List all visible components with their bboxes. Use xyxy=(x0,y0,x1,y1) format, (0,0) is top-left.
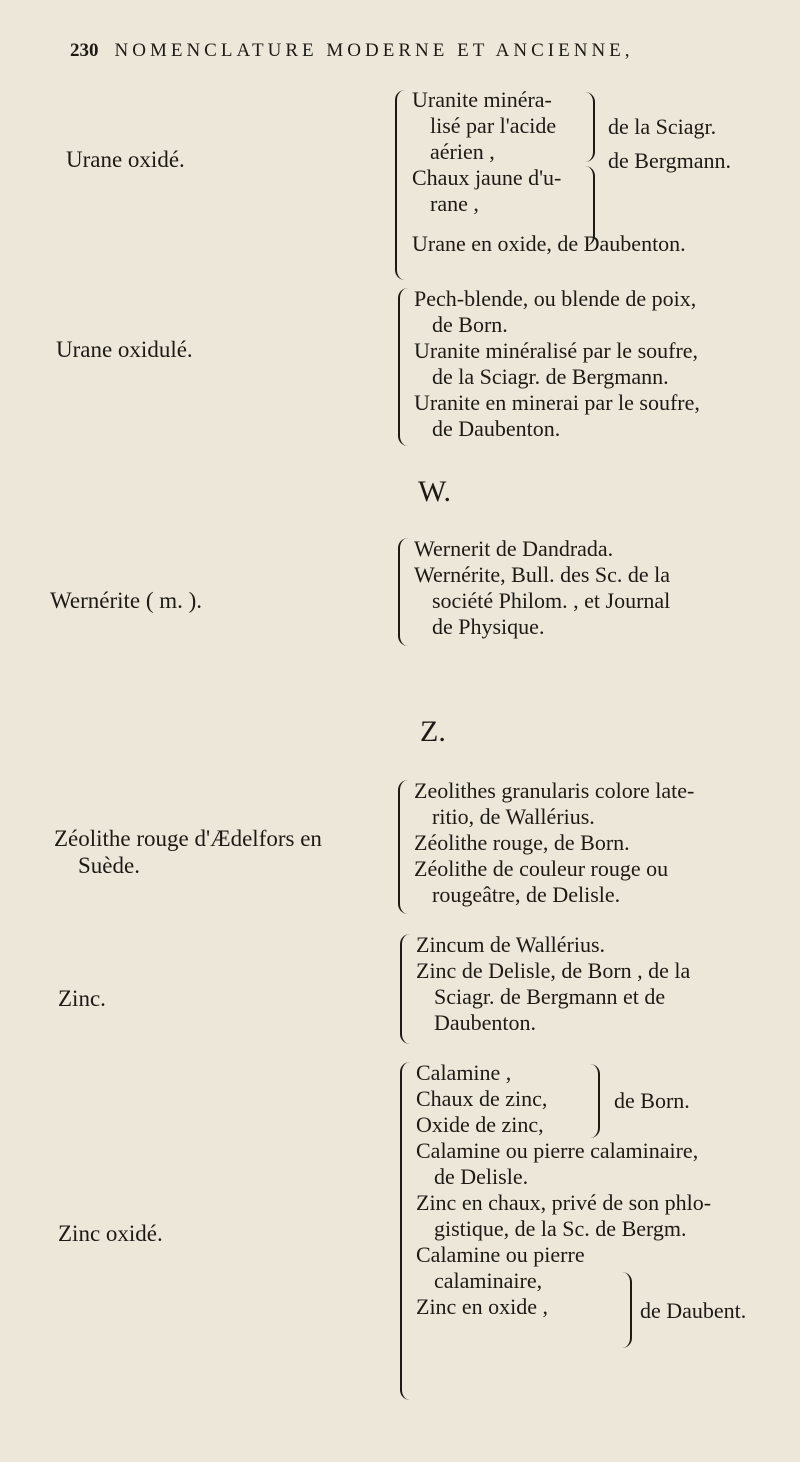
synonym-line: aérien , xyxy=(430,139,495,164)
synonym-line: gistique, de la Sc. de Bergm. xyxy=(434,1216,687,1241)
synonym-line: de Daubenton. xyxy=(432,416,561,441)
brace xyxy=(398,288,410,446)
brace xyxy=(400,934,412,1044)
synonym-line: de la Sciagr. de Bergmann. xyxy=(432,364,669,389)
brace xyxy=(400,1062,412,1400)
synonym-line: rane , xyxy=(430,191,479,216)
attribution: de Born. xyxy=(614,1088,690,1113)
synonym-line: Chaux de zinc, xyxy=(416,1086,548,1111)
term-zinc: Zinc. xyxy=(58,986,106,1011)
synonym-line: Uranite minéralisé par le soufre, xyxy=(414,338,699,363)
synonym-line: de Delisle. xyxy=(434,1164,529,1189)
synonym-line: lisé par l'acide xyxy=(430,113,557,138)
term-urane-oxide: Urane oxidé. xyxy=(66,147,185,172)
attribution: de Daubent. xyxy=(640,1298,747,1323)
term-line: Suède. xyxy=(78,853,140,878)
brace xyxy=(585,92,595,162)
synonym-line: Calamine ou pierre xyxy=(416,1242,585,1267)
running-title: NOMENCLATURE MODERNE ET ANCIENNE, xyxy=(114,40,634,61)
synonym-line: Wernérite, Bull. des Sc. de la xyxy=(414,562,671,587)
synonym-line: Sciagr. de Bergmann et de xyxy=(434,984,666,1009)
synonym-line: Chaux jaune d'u- xyxy=(412,165,562,190)
brace xyxy=(398,538,410,646)
brace xyxy=(585,166,595,246)
synonym-line: Uranite en minerai par le soufre, xyxy=(414,390,700,415)
attribution: de Bergmann. xyxy=(608,148,732,173)
synonym-line: Calamine ou pierre calaminaire, xyxy=(416,1138,699,1163)
synonym-line: de Born. xyxy=(432,312,508,337)
synonym-line: calaminaire, xyxy=(434,1268,543,1293)
synonym-line: Zinc en chaux, privé de son phlo- xyxy=(416,1190,712,1215)
synonym-line: ritio, de Wallérius. xyxy=(432,804,595,829)
brace xyxy=(398,780,410,914)
synonym-line: société Philom. , et Journal xyxy=(432,588,671,613)
brace xyxy=(395,90,407,280)
synonym-line: Zeolithes granularis colore late- xyxy=(414,778,695,803)
synonym-line: Oxide de zinc, xyxy=(416,1112,544,1137)
synonyms-wernerite xyxy=(414,536,670,640)
synonym-line: Urane en oxide, de Daubenton. xyxy=(412,231,686,256)
term-line: Zéolithe rouge d'Ædelfors en xyxy=(54,826,322,851)
section-letter-z: Z. xyxy=(420,715,446,748)
page-number: 230 xyxy=(70,40,99,61)
synonym-line: Zéolithe de couleur rouge ou xyxy=(414,856,669,881)
synonym-line: Zincum de Wallérius. xyxy=(416,932,606,957)
synonym-line: Uranite minéra- xyxy=(412,87,552,112)
synonym-line: Wernerit de Dandrada. xyxy=(414,536,614,561)
section-letter-w: W. xyxy=(418,475,452,508)
synonym-line: Zinc de Delisle, de Born , de la xyxy=(416,958,691,983)
synonyms-zeolithe xyxy=(414,778,694,908)
attribution: de la Sciagr. xyxy=(608,114,717,139)
term-zeolithe xyxy=(54,825,322,879)
synonym-line: Daubenton. xyxy=(434,1010,537,1035)
brace xyxy=(590,1064,600,1138)
term-zinc-oxide: Zinc oxidé. xyxy=(58,1221,163,1246)
synonym-line: de Physique. xyxy=(432,614,545,639)
brace xyxy=(622,1272,632,1348)
synonyms-zinc xyxy=(416,932,690,1036)
synonym-line: Zéolithe rouge, de Born. xyxy=(414,830,630,855)
synonym-line: Calamine , xyxy=(416,1060,512,1085)
running-header xyxy=(70,40,634,62)
term-wernerite: Wernérite ( m. ). xyxy=(50,588,203,613)
synonym-line: Zinc en oxide , xyxy=(416,1294,548,1319)
synonym-line: rougeâtre, de Delisle. xyxy=(432,882,621,907)
synonyms-urane-oxidule xyxy=(414,286,700,442)
synonym-line: Pech-blende, ou blende de poix, xyxy=(414,286,697,311)
term-urane-oxidule: Urane oxidulé. xyxy=(56,337,193,362)
